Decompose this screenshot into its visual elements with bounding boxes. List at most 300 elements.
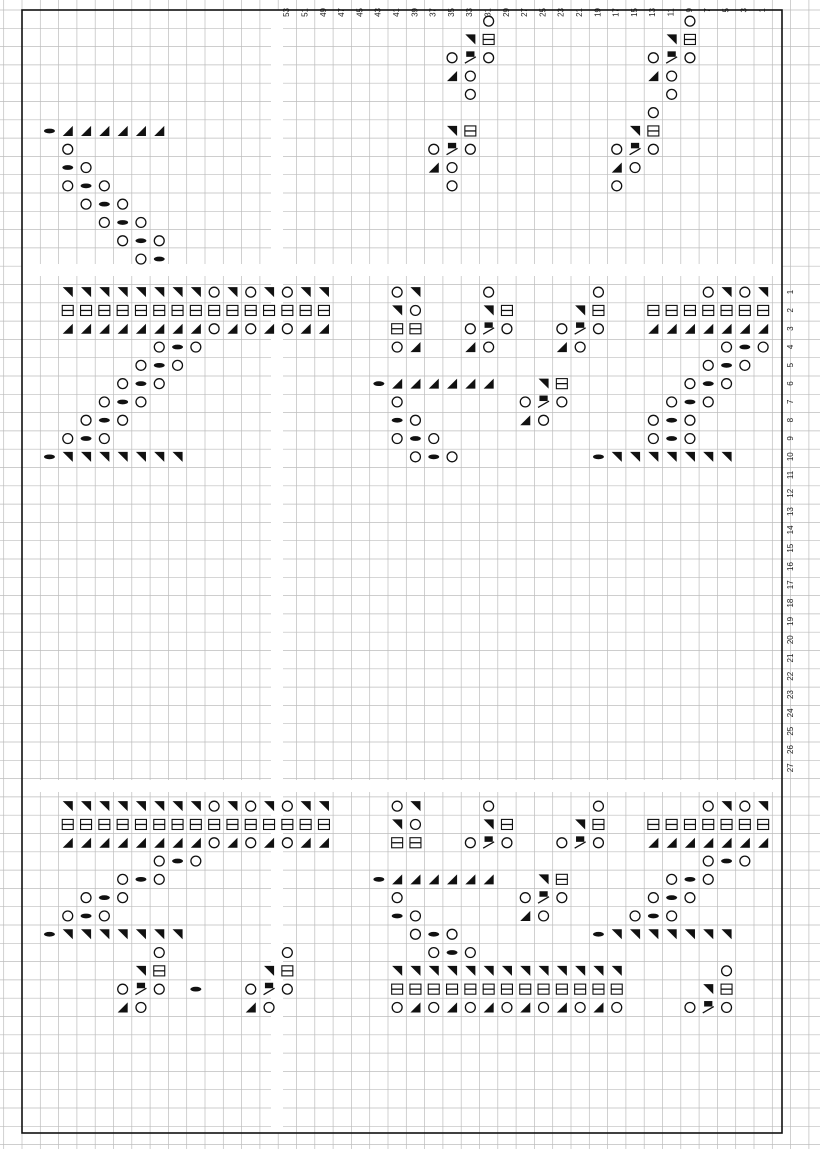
left-decrease-symbol xyxy=(63,324,73,334)
left-decrease-symbol xyxy=(667,324,677,334)
bobble-symbol xyxy=(99,895,110,900)
bobble-symbol xyxy=(593,932,604,937)
yarn-over-symbol xyxy=(740,287,750,297)
right-decrease-symbol xyxy=(154,801,164,811)
yarn-over-symbol xyxy=(154,342,164,352)
right-decrease-symbol xyxy=(392,819,402,829)
row-label: 27 xyxy=(786,763,795,773)
column-label: 35 xyxy=(446,8,456,17)
yarn-over-symbol xyxy=(136,360,146,370)
yarn-over-symbol xyxy=(685,893,695,903)
bobble-symbol xyxy=(703,381,714,386)
column-label: 15 xyxy=(629,8,639,17)
yarn-over-symbol xyxy=(246,984,256,994)
right-decrease-symbol xyxy=(484,819,494,829)
bobble-symbol xyxy=(373,381,384,386)
yarn-over-symbol xyxy=(411,820,421,830)
right-decrease-symbol xyxy=(429,966,439,976)
yarn-over-symbol xyxy=(411,306,421,316)
left-decrease-symbol xyxy=(410,874,420,884)
left-decrease-symbol xyxy=(136,324,146,334)
yarn-over-symbol xyxy=(429,434,439,444)
row-label: 18 xyxy=(786,598,795,608)
right-decrease-symbol xyxy=(191,801,201,811)
left-decrease-symbol xyxy=(667,838,677,848)
row-label: 20 xyxy=(786,635,795,645)
left-decrease-symbol xyxy=(429,379,439,389)
right-decrease-symbol xyxy=(81,929,91,939)
row-label: 7 xyxy=(786,399,795,405)
right-decrease-symbol xyxy=(484,966,494,976)
yarn-over-symbol xyxy=(557,893,567,903)
yarn-over-symbol xyxy=(502,324,512,334)
left-decrease-symbol xyxy=(63,838,73,848)
left-decrease-symbol xyxy=(136,838,146,848)
right-decrease-symbol xyxy=(722,801,732,811)
bobble-symbol xyxy=(135,238,146,243)
left-decrease-symbol xyxy=(648,838,658,848)
yarn-over-symbol xyxy=(136,254,146,264)
yarn-over-symbol xyxy=(154,874,164,884)
cable-cross-stroke xyxy=(666,57,677,63)
yarn-over-symbol xyxy=(99,434,109,444)
column-label: 21 xyxy=(575,8,584,17)
right-decrease-symbol xyxy=(630,126,640,136)
yarn-over-symbol xyxy=(722,342,732,352)
yarn-over-symbol xyxy=(173,360,183,370)
right-decrease-symbol xyxy=(612,929,622,939)
bobble-symbol xyxy=(684,400,695,405)
left-decrease-symbol xyxy=(520,1002,530,1012)
right-decrease-symbol xyxy=(99,801,109,811)
left-decrease-symbol xyxy=(758,324,768,334)
yarn-over-symbol xyxy=(703,856,713,866)
right-decrease-symbol xyxy=(301,801,311,811)
bobble-symbol xyxy=(154,363,165,368)
bobble-symbol xyxy=(117,220,128,225)
left-decrease-symbol xyxy=(429,874,439,884)
yarn-over-symbol xyxy=(209,838,219,848)
yarn-over-symbol xyxy=(429,948,439,958)
left-decrease-symbol xyxy=(447,874,457,884)
column-label: 25 xyxy=(538,8,548,17)
right-decrease-symbol xyxy=(118,929,128,939)
row-label: 5 xyxy=(786,362,795,368)
bobble-symbol xyxy=(392,914,403,919)
yarn-over-symbol xyxy=(429,144,439,154)
row-label: 19 xyxy=(786,616,795,626)
row-label: 26 xyxy=(786,745,795,754)
right-decrease-symbol xyxy=(99,287,109,297)
bobble-symbol xyxy=(81,183,92,188)
yarn-over-symbol xyxy=(447,929,457,939)
yarn-over-symbol xyxy=(99,218,109,228)
yarn-over-symbol xyxy=(502,838,512,848)
right-decrease-symbol xyxy=(118,452,128,462)
left-decrease-symbol xyxy=(520,415,530,425)
yarn-over-symbol xyxy=(465,948,475,958)
column-label: 5 xyxy=(721,8,731,13)
bobble-symbol xyxy=(99,418,110,423)
right-decrease-symbol xyxy=(136,287,146,297)
yarn-over-symbol xyxy=(648,53,658,63)
right-decrease-symbol xyxy=(154,287,164,297)
right-decrease-symbol xyxy=(136,929,146,939)
left-decrease-symbol xyxy=(740,838,750,848)
yarn-over-symbol xyxy=(99,911,109,921)
yarn-over-symbol xyxy=(63,434,73,444)
yarn-over-symbol xyxy=(520,397,530,407)
bobble-symbol xyxy=(135,381,146,386)
left-decrease-symbol xyxy=(118,1002,128,1012)
cable-cross-stroke xyxy=(135,988,146,994)
left-decrease-symbol xyxy=(648,324,658,334)
column-label: 7 xyxy=(703,8,713,13)
yarn-over-symbol xyxy=(648,434,658,444)
column-label: 53 xyxy=(282,8,292,17)
left-decrease-symbol xyxy=(246,1002,256,1012)
right-decrease-symbol xyxy=(667,34,677,44)
yarn-over-symbol xyxy=(667,397,677,407)
left-decrease-symbol xyxy=(593,1002,603,1012)
right-decrease-symbol xyxy=(685,929,695,939)
yarn-over-symbol xyxy=(81,199,91,209)
left-decrease-symbol xyxy=(758,838,768,848)
bobble-symbol xyxy=(44,129,55,134)
yarn-over-symbol xyxy=(81,893,91,903)
yarn-over-symbol xyxy=(447,452,457,462)
yarn-over-symbol xyxy=(282,324,292,334)
left-decrease-symbol xyxy=(740,324,750,334)
right-decrease-symbol xyxy=(539,874,549,884)
cable-cross-stroke xyxy=(538,401,549,407)
cable-cross-symbol xyxy=(576,322,584,327)
yarn-over-symbol xyxy=(246,801,256,811)
right-decrease-symbol xyxy=(410,966,420,976)
bobble-symbol xyxy=(44,454,55,459)
yarn-over-symbol xyxy=(557,324,567,334)
left-decrease-symbol xyxy=(465,342,475,352)
left-decrease-symbol xyxy=(447,1002,457,1012)
bobble-symbol xyxy=(739,345,750,350)
yarn-over-symbol xyxy=(154,379,164,389)
yarn-over-symbol xyxy=(594,287,604,297)
right-decrease-symbol xyxy=(575,966,585,976)
yarn-over-symbol xyxy=(411,911,421,921)
yarn-over-symbol xyxy=(685,1003,695,1013)
yarn-over-symbol xyxy=(648,108,658,118)
yarn-over-symbol xyxy=(722,1003,732,1013)
left-decrease-symbol xyxy=(154,838,164,848)
yarn-over-symbol xyxy=(209,324,219,334)
right-decrease-symbol xyxy=(703,929,713,939)
yarn-over-symbol xyxy=(118,874,128,884)
bobble-symbol xyxy=(666,436,677,441)
right-decrease-symbol xyxy=(173,287,183,297)
yarn-over-symbol xyxy=(392,1003,402,1013)
yarn-over-symbol xyxy=(740,360,750,370)
yarn-over-symbol xyxy=(484,53,494,63)
column-label: 11 xyxy=(666,8,676,17)
right-decrease-symbol xyxy=(539,379,549,389)
yarn-over-symbol xyxy=(465,1003,475,1013)
left-decrease-symbol xyxy=(63,126,73,136)
yarn-over-symbol xyxy=(282,984,292,994)
yarn-over-symbol xyxy=(136,1003,146,1013)
left-decrease-symbol xyxy=(191,324,201,334)
chart-frame xyxy=(22,10,782,1133)
yarn-over-symbol xyxy=(594,838,604,848)
left-decrease-symbol xyxy=(81,838,91,848)
row-label: 1 xyxy=(786,289,795,295)
yarn-over-symbol xyxy=(594,324,604,334)
bobble-symbol xyxy=(172,345,183,350)
right-decrease-symbol xyxy=(685,452,695,462)
column-label: 33 xyxy=(465,8,475,17)
yarn-over-symbol xyxy=(465,89,475,99)
yarn-over-symbol xyxy=(392,893,402,903)
yarn-over-symbol xyxy=(557,838,567,848)
yarn-over-symbol xyxy=(539,1003,549,1013)
right-decrease-symbol xyxy=(410,287,420,297)
right-decrease-symbol xyxy=(722,452,732,462)
yarn-over-symbol xyxy=(411,452,421,462)
yarn-over-symbol xyxy=(465,144,475,154)
yarn-over-symbol xyxy=(411,415,421,425)
right-decrease-symbol xyxy=(447,126,457,136)
right-decrease-symbol xyxy=(99,929,109,939)
row-label: 25 xyxy=(786,726,795,736)
right-decrease-symbol xyxy=(118,801,128,811)
left-decrease-symbol xyxy=(465,379,475,389)
row-label: 16 xyxy=(786,562,795,571)
yarn-over-symbol xyxy=(630,911,640,921)
column-label: 3 xyxy=(739,8,749,13)
cable-cross-stroke xyxy=(630,148,641,154)
cable-cross-symbol xyxy=(631,143,639,148)
right-decrease-symbol xyxy=(154,929,164,939)
left-decrease-symbol xyxy=(685,838,695,848)
right-decrease-symbol xyxy=(612,452,622,462)
column-label: 39 xyxy=(410,8,420,17)
cable-cross-symbol xyxy=(137,983,145,988)
left-decrease-symbol xyxy=(685,324,695,334)
right-decrease-symbol xyxy=(575,305,585,315)
cable-cross-symbol xyxy=(668,51,676,56)
right-decrease-symbol xyxy=(136,801,146,811)
left-decrease-symbol xyxy=(722,838,732,848)
cable-cross-stroke xyxy=(465,57,476,63)
cable-cross-symbol xyxy=(704,1001,712,1006)
bobble-symbol xyxy=(81,436,92,441)
yarn-over-symbol xyxy=(154,856,164,866)
yarn-over-symbol xyxy=(63,911,73,921)
yarn-over-symbol xyxy=(282,287,292,297)
yarn-over-symbol xyxy=(557,397,567,407)
left-decrease-symbol xyxy=(703,324,713,334)
right-decrease-symbol xyxy=(63,452,73,462)
yarn-over-symbol xyxy=(118,415,128,425)
right-decrease-symbol xyxy=(410,801,420,811)
column-label: 27 xyxy=(520,8,530,17)
right-decrease-symbol xyxy=(173,929,183,939)
left-decrease-symbol xyxy=(612,163,622,173)
yarn-over-symbol xyxy=(447,163,457,173)
yarn-over-symbol xyxy=(392,342,402,352)
column-label: 47 xyxy=(337,8,347,17)
right-decrease-symbol xyxy=(465,966,475,976)
bobble-symbol xyxy=(135,877,146,882)
bobble-symbol xyxy=(392,418,403,423)
yarn-over-symbol xyxy=(282,838,292,848)
bobble-symbol xyxy=(428,454,439,459)
column-label: 19 xyxy=(593,8,603,17)
right-decrease-symbol xyxy=(264,966,274,976)
column-label: 1 xyxy=(758,8,767,13)
left-decrease-symbol xyxy=(81,324,91,334)
right-decrease-symbol xyxy=(648,452,658,462)
yarn-over-symbol xyxy=(81,415,91,425)
right-decrease-symbol xyxy=(227,287,237,297)
yarn-over-symbol xyxy=(740,856,750,866)
yarn-over-symbol xyxy=(246,838,256,848)
row-label: 8 xyxy=(786,417,795,423)
yarn-over-symbol xyxy=(246,287,256,297)
right-decrease-symbol xyxy=(539,966,549,976)
yarn-over-symbol xyxy=(99,397,109,407)
row-label: 4 xyxy=(786,344,795,350)
right-decrease-symbol xyxy=(392,305,402,315)
left-decrease-symbol xyxy=(264,838,274,848)
yarn-over-symbol xyxy=(154,948,164,958)
yarn-over-symbol xyxy=(667,71,677,81)
left-decrease-symbol xyxy=(227,838,237,848)
yarn-over-symbol xyxy=(484,801,494,811)
right-decrease-symbol xyxy=(63,801,73,811)
row-label: 13 xyxy=(786,507,795,517)
yarn-over-symbol xyxy=(209,801,219,811)
left-decrease-symbol xyxy=(99,324,109,334)
bobble-symbol xyxy=(117,400,128,405)
right-decrease-symbol xyxy=(63,287,73,297)
cable-cross-stroke xyxy=(483,328,494,334)
cable-cross-symbol xyxy=(466,51,474,56)
cable-cross-symbol xyxy=(539,396,547,401)
right-decrease-symbol xyxy=(99,452,109,462)
yarn-over-symbol xyxy=(722,379,732,389)
left-decrease-symbol xyxy=(429,163,439,173)
right-decrease-symbol xyxy=(81,452,91,462)
bobble-symbol xyxy=(154,257,165,262)
bobble-symbol xyxy=(593,454,604,459)
right-decrease-symbol xyxy=(667,929,677,939)
yarn-over-symbol xyxy=(465,71,475,81)
bobble-symbol xyxy=(410,436,421,441)
left-decrease-symbol xyxy=(264,324,274,334)
yarn-over-symbol xyxy=(191,342,201,352)
row-label: 22 xyxy=(786,671,795,681)
left-decrease-symbol xyxy=(81,126,91,136)
yarn-over-symbol xyxy=(136,397,146,407)
left-decrease-symbol xyxy=(154,126,164,136)
row-label: 21 xyxy=(786,653,795,663)
right-decrease-symbol xyxy=(502,966,512,976)
row-label: 10 xyxy=(786,452,795,462)
right-decrease-symbol xyxy=(173,801,183,811)
bobble-symbol xyxy=(721,363,732,368)
yarn-over-symbol xyxy=(667,874,677,884)
bobble-symbol xyxy=(684,877,695,882)
left-decrease-symbol xyxy=(392,874,402,884)
column-label: 31 xyxy=(483,8,493,17)
yarn-over-symbol xyxy=(612,181,622,191)
left-decrease-symbol xyxy=(118,838,128,848)
yarn-over-symbol xyxy=(685,415,695,425)
right-decrease-symbol xyxy=(648,929,658,939)
row-label: 15 xyxy=(786,543,795,553)
cable-cross-symbol xyxy=(485,322,493,327)
right-decrease-symbol xyxy=(264,801,274,811)
right-decrease-symbol xyxy=(484,305,494,315)
left-decrease-symbol xyxy=(703,838,713,848)
left-decrease-symbol xyxy=(410,379,420,389)
right-decrease-symbol xyxy=(173,452,183,462)
column-label: 43 xyxy=(373,8,383,17)
yarn-over-symbol xyxy=(191,856,201,866)
yarn-over-symbol xyxy=(703,287,713,297)
yarn-over-symbol xyxy=(575,342,585,352)
bobble-symbol xyxy=(428,932,439,937)
left-decrease-symbol xyxy=(447,379,457,389)
yarn-over-symbol xyxy=(648,415,658,425)
column-label: 23 xyxy=(556,8,566,17)
yarn-over-symbol xyxy=(154,984,164,994)
right-decrease-symbol xyxy=(447,966,457,976)
right-decrease-symbol xyxy=(301,287,311,297)
yarn-over-symbol xyxy=(539,911,549,921)
column-label: 49 xyxy=(318,8,328,17)
yarn-over-symbol xyxy=(209,287,219,297)
left-decrease-symbol xyxy=(136,126,146,136)
yarn-over-symbol xyxy=(282,801,292,811)
cable-cross-stroke xyxy=(703,1007,714,1013)
yarn-over-symbol xyxy=(447,181,457,191)
left-decrease-symbol xyxy=(319,838,329,848)
yarn-over-symbol xyxy=(429,1003,439,1013)
left-decrease-symbol xyxy=(173,324,183,334)
yarn-over-symbol xyxy=(648,893,658,903)
left-decrease-symbol xyxy=(410,1002,420,1012)
right-decrease-symbol xyxy=(722,287,732,297)
bobble-symbol xyxy=(373,877,384,882)
yarn-over-symbol xyxy=(685,379,695,389)
yarn-over-symbol xyxy=(465,324,475,334)
column-label: 17 xyxy=(611,8,621,17)
yarn-over-symbol xyxy=(447,53,457,63)
bobble-symbol xyxy=(666,895,677,900)
bobble-symbol xyxy=(190,987,201,992)
yarn-over-symbol xyxy=(740,801,750,811)
left-decrease-symbol xyxy=(227,324,237,334)
yarn-over-symbol xyxy=(81,163,91,173)
left-decrease-symbol xyxy=(484,379,494,389)
left-decrease-symbol xyxy=(557,342,567,352)
yarn-over-symbol xyxy=(246,324,256,334)
left-decrease-symbol xyxy=(447,71,457,81)
cable-cross-stroke xyxy=(575,328,586,334)
yarn-over-symbol xyxy=(99,181,109,191)
column-label: 37 xyxy=(428,8,438,17)
